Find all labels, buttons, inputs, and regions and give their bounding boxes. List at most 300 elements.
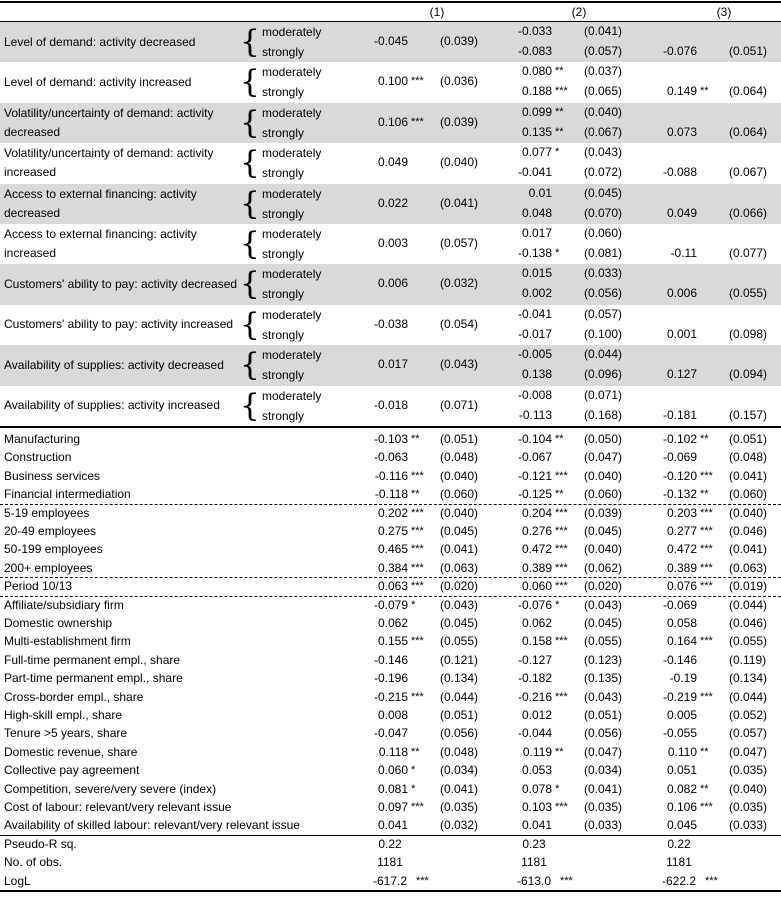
standard-error: (0.043) xyxy=(584,689,623,704)
table-row xyxy=(0,577,781,596)
coefficient: -0.076 xyxy=(517,597,552,612)
significance-stars: ** xyxy=(700,85,709,98)
standard-error: (0.055) xyxy=(584,634,623,649)
significance-stars xyxy=(555,22,585,41)
standard-error: (0.035) xyxy=(440,800,479,814)
significance-stars: ** xyxy=(555,433,564,445)
coefficient: -0.045 xyxy=(373,34,408,48)
significance-stars: *** xyxy=(411,561,424,574)
level-label: strongly xyxy=(262,206,305,221)
coefficient: 0.01 xyxy=(528,185,552,200)
coefficient: 0.472 xyxy=(521,542,552,557)
stat-label: No. of obs. xyxy=(4,855,63,870)
significance-stars xyxy=(555,448,585,466)
coefficient: 0.138 xyxy=(521,367,552,382)
standard-error: (0.043) xyxy=(584,145,623,160)
standard-error: (0.045) xyxy=(584,616,623,630)
coefficient: 0.041 xyxy=(377,818,408,833)
significance-stars: * xyxy=(411,764,416,777)
coefficient: -0.118 xyxy=(374,487,408,502)
significance-stars xyxy=(700,816,730,834)
coefficient: 0.045 xyxy=(666,818,697,833)
row-label: Cross-border empl., share xyxy=(4,689,144,704)
table-row xyxy=(0,706,781,724)
coefficient: 0.063 xyxy=(377,579,408,594)
row-label: Competition, severe/very severe (index) xyxy=(4,781,217,796)
table-row xyxy=(0,559,781,578)
significance-stars: *** xyxy=(700,635,713,648)
standard-error: (0.041) xyxy=(440,781,479,796)
standard-error: (0.041) xyxy=(729,468,768,483)
standard-error: (0.048) xyxy=(440,450,479,465)
coefficient: 0.051 xyxy=(666,763,697,778)
level-label: moderately xyxy=(262,146,322,161)
coefficient: 0.106 xyxy=(377,114,408,129)
coefficient: 0.099 xyxy=(521,104,552,119)
standard-error: (0.051) xyxy=(584,708,623,722)
significance-stars xyxy=(411,234,441,253)
coefficient: -0.138 xyxy=(517,246,552,260)
standard-error: (0.067) xyxy=(729,165,768,180)
coefficient: -0.033 xyxy=(517,24,552,38)
coefficient: -0.047 xyxy=(373,726,408,741)
coefficient: 0.155 xyxy=(377,634,408,649)
standard-error: (0.040) xyxy=(729,781,768,796)
coefficient: 0.384 xyxy=(377,560,408,575)
level-label: strongly xyxy=(262,408,305,423)
standard-error: (0.040) xyxy=(440,505,479,520)
standard-error: (0.045) xyxy=(440,524,479,538)
significance-stars xyxy=(555,163,585,182)
row-label: High-skill empl., share xyxy=(4,708,123,722)
coefficient: 0.082 xyxy=(666,781,697,796)
coefficient: -0.079 xyxy=(373,597,408,612)
coefficient: 0.103 xyxy=(521,800,552,814)
coefficient: 0.048 xyxy=(521,205,552,220)
standard-error: (0.048) xyxy=(440,744,479,759)
coefficient: 0.203 xyxy=(666,505,697,520)
coefficient: 0.135 xyxy=(521,124,552,139)
table-row xyxy=(0,761,781,779)
significance-stars xyxy=(555,264,585,283)
coefficient: -0.017 xyxy=(517,326,552,341)
coefficient: -0.146 xyxy=(662,652,697,667)
coefficient: -0.181 xyxy=(662,407,697,422)
standard-error: (0.044) xyxy=(440,689,479,704)
coefficient: 0.389 xyxy=(666,560,697,575)
standard-error: (0.060) xyxy=(584,226,623,240)
significance-stars xyxy=(411,614,441,632)
level-label: moderately xyxy=(262,65,322,80)
coefficient: 0.017 xyxy=(377,357,408,372)
variable-group xyxy=(0,386,781,428)
table-row xyxy=(0,614,781,632)
coefficient: 0.073 xyxy=(666,124,697,139)
table-row xyxy=(0,688,781,706)
group-label: Volatility/uncertainty of demand: activity decreased xyxy=(4,105,214,139)
coefficient: 0.077 xyxy=(521,145,552,160)
significance-stars xyxy=(411,706,441,724)
standard-error: (0.040) xyxy=(584,104,623,119)
significance-stars xyxy=(555,305,585,324)
significance-stars xyxy=(411,724,441,742)
standard-error: (0.060) xyxy=(584,487,623,502)
significance-stars: * xyxy=(555,247,560,259)
coefficient: -0.19 xyxy=(669,671,697,686)
table-row xyxy=(0,504,781,522)
brace-icon: { xyxy=(240,347,260,384)
row-label: Cost of labour: relevant/very relevant issue xyxy=(4,800,232,814)
significance-stars xyxy=(555,42,585,61)
table-row xyxy=(0,430,781,448)
standard-error: (0.072) xyxy=(584,165,623,180)
standard-error: (0.048) xyxy=(729,450,768,465)
significance-stars: *** xyxy=(700,561,713,574)
significance-stars: * xyxy=(555,782,560,795)
standard-error: (0.043) xyxy=(440,597,479,612)
stat-value: 0.23 xyxy=(522,836,546,851)
level-label: strongly xyxy=(262,85,305,100)
significance-stars: *** xyxy=(555,635,568,648)
significance-stars xyxy=(555,614,585,632)
level-label: strongly xyxy=(262,247,305,261)
group-label: Availability of supplies: activity decreased xyxy=(4,357,224,372)
standard-error: (0.077) xyxy=(729,246,768,260)
coefficient: 0.119 xyxy=(522,744,552,759)
standard-error: (0.040) xyxy=(440,468,479,483)
standard-error: (0.054) xyxy=(440,316,479,331)
standard-error: (0.064) xyxy=(729,124,768,139)
coefficient: -0.182 xyxy=(517,671,552,686)
coefficient: 0.100 xyxy=(377,74,408,89)
coefficient: 0.204 xyxy=(521,505,552,520)
significance-stars xyxy=(700,706,730,724)
coefficient: 0.002 xyxy=(521,286,552,301)
level-label: strongly xyxy=(262,166,305,181)
standard-error: (0.062) xyxy=(584,560,623,575)
brace-icon: { xyxy=(240,266,260,303)
significance-stars xyxy=(555,669,585,687)
standard-error: (0.020) xyxy=(440,579,479,594)
standard-error: (0.050) xyxy=(584,432,623,446)
coefficient: 0.053 xyxy=(521,763,552,778)
coefficient: -0.216 xyxy=(517,689,552,704)
significance-stars: *** xyxy=(560,874,573,887)
significance-stars: *** xyxy=(411,543,424,556)
standard-error: (0.055) xyxy=(729,634,768,649)
stat-value: -613.0 xyxy=(516,873,552,888)
group-label: Access to external financing: activity increased xyxy=(4,227,197,260)
level-label: moderately xyxy=(262,25,322,39)
table-row xyxy=(0,743,781,761)
standard-error: (0.043) xyxy=(440,357,479,372)
row-label: Multi-establishment firm xyxy=(4,634,131,649)
significance-stars xyxy=(555,224,585,243)
significance-stars: *** xyxy=(555,85,568,98)
coefficient: 0.081 xyxy=(377,781,408,796)
standard-error: (0.034) xyxy=(584,763,623,778)
significance-stars: *** xyxy=(411,525,424,537)
standard-error: (0.045) xyxy=(584,524,623,538)
coefficient: 0.472 xyxy=(666,542,697,557)
standard-error: (0.067) xyxy=(584,124,623,139)
coefficient: 0.106 xyxy=(666,800,697,814)
significance-stars: *** xyxy=(411,690,424,703)
stat-row xyxy=(0,835,781,853)
coefficient: -0.121 xyxy=(517,468,552,483)
coefficient: -0.018 xyxy=(373,397,408,412)
coefficient: 0.062 xyxy=(521,616,552,630)
significance-stars xyxy=(555,204,585,223)
level-label: strongly xyxy=(262,327,305,342)
table-row xyxy=(0,780,781,798)
significance-stars xyxy=(700,365,730,384)
coefficient: 0.076 xyxy=(666,579,697,594)
coefficient: 0.127 xyxy=(666,367,697,382)
standard-error: (0.094) xyxy=(729,367,768,382)
standard-error: (0.040) xyxy=(440,155,479,170)
significance-stars xyxy=(555,345,585,364)
coefficient: -0.219 xyxy=(662,689,697,704)
standard-error: (0.039) xyxy=(440,34,479,48)
column-header-3: (3) xyxy=(716,5,732,19)
standard-error: (0.036) xyxy=(440,74,479,89)
standard-error: (0.047) xyxy=(729,744,768,759)
row-label: 5-19 employees xyxy=(4,505,90,520)
coefficient: 0.008 xyxy=(377,708,408,722)
significance-stars xyxy=(555,365,585,384)
significance-stars: *** xyxy=(555,801,568,813)
significance-stars xyxy=(700,406,730,425)
standard-error: (0.056) xyxy=(584,286,623,301)
standard-error: (0.047) xyxy=(584,744,623,759)
coefficient: 0.188 xyxy=(521,84,552,99)
coefficient: 0.275 xyxy=(377,524,408,538)
stat-row xyxy=(0,853,781,871)
coefficient: -0.116 xyxy=(374,468,408,483)
significance-stars: *** xyxy=(411,506,424,519)
significance-stars: *** xyxy=(411,469,424,482)
group-label: Level of demand: activity increased xyxy=(4,74,192,89)
table-row xyxy=(0,724,781,742)
variable-group xyxy=(0,345,781,385)
row-label: Collective pay agreement xyxy=(4,763,140,778)
significance-stars xyxy=(555,761,585,779)
table-row xyxy=(0,632,781,650)
standard-error: (0.032) xyxy=(440,818,479,833)
significance-stars xyxy=(555,284,585,303)
standard-error: (0.098) xyxy=(729,326,768,341)
standard-error: (0.019) xyxy=(729,579,768,594)
significance-stars: *** xyxy=(700,543,713,556)
significance-stars xyxy=(411,194,441,213)
significance-stars: *** xyxy=(555,580,568,593)
significance-stars: ** xyxy=(555,745,564,758)
significance-stars: ** xyxy=(555,125,564,138)
significance-stars xyxy=(411,355,441,374)
coefficient: 0.110 xyxy=(667,744,697,759)
row-label: Domestic revenue, share xyxy=(4,744,138,759)
coefficient: -0.125 xyxy=(517,487,552,502)
row-label: Construction xyxy=(4,450,72,465)
standard-error: (0.071) xyxy=(440,397,479,412)
significance-stars: *** xyxy=(700,690,713,703)
level-label: moderately xyxy=(262,267,322,282)
variable-group xyxy=(0,62,781,103)
significance-stars xyxy=(560,835,590,853)
significance-stars xyxy=(700,244,730,263)
coefficient: 0.097 xyxy=(377,800,408,814)
group-label: Availability of supplies: activity increased xyxy=(4,398,220,413)
row-label: Part-time permanent empl., share xyxy=(4,671,183,686)
coefficient: -0.146 xyxy=(373,652,408,667)
standard-error: (0.157) xyxy=(729,407,768,422)
significance-stars xyxy=(555,386,585,405)
standard-error: (0.034) xyxy=(440,763,479,778)
table-row xyxy=(0,522,781,540)
significance-stars xyxy=(416,835,446,853)
brace-icon: { xyxy=(240,64,260,101)
standard-error: (0.044) xyxy=(729,597,768,612)
row-label: Period 10/13 xyxy=(4,579,73,594)
table-row xyxy=(0,651,781,669)
significance-stars xyxy=(700,123,730,142)
significance-stars: *** xyxy=(555,543,568,556)
standard-error: (0.040) xyxy=(729,505,768,520)
column-header-1: (1) xyxy=(429,5,445,19)
coefficient: 0.080 xyxy=(521,64,552,79)
standard-error: (0.051) xyxy=(440,432,479,446)
significance-stars xyxy=(560,853,590,871)
coefficient: 0.017 xyxy=(521,226,552,240)
stat-row xyxy=(0,872,781,892)
coefficient: 0.465 xyxy=(377,542,408,557)
significance-stars: *** xyxy=(555,525,568,537)
level-label: strongly xyxy=(262,125,305,140)
coefficient: 0.078 xyxy=(521,781,552,796)
standard-error: (0.040) xyxy=(584,542,623,557)
header-row xyxy=(0,3,781,21)
stat-value: 0.22 xyxy=(378,836,402,851)
significance-stars xyxy=(416,853,446,871)
standard-error: (0.096) xyxy=(584,367,623,382)
standard-error: (0.044) xyxy=(729,689,768,704)
standard-error: (0.020) xyxy=(584,579,623,594)
row-label: 20-49 employees xyxy=(4,524,97,538)
significance-stars: *** xyxy=(705,874,718,887)
significance-stars xyxy=(411,816,441,834)
level-label: moderately xyxy=(262,307,322,322)
standard-error: (0.035) xyxy=(729,800,768,814)
standard-error: (0.070) xyxy=(584,205,623,220)
stat-value: 0.22 xyxy=(667,836,691,851)
significance-stars xyxy=(555,406,585,425)
coefficient: -0.120 xyxy=(662,468,697,483)
coefficient: 0.277 xyxy=(666,524,697,538)
coefficient: -0.088 xyxy=(662,165,697,180)
coefficient: 0.049 xyxy=(666,205,697,220)
significance-stars: *** xyxy=(555,690,568,703)
row-label: Affiliate/subsidiary firm xyxy=(4,597,124,612)
table-row xyxy=(0,467,781,485)
table-row xyxy=(0,596,781,614)
standard-error: (0.063) xyxy=(729,560,768,575)
significance-stars xyxy=(555,816,585,834)
group-label: Volatility/uncertainty of demand: activity increased xyxy=(4,146,214,180)
standard-error: (0.051) xyxy=(729,432,768,446)
standard-error: (0.123) xyxy=(584,652,623,667)
table-row xyxy=(0,485,781,504)
coefficient: -0.069 xyxy=(662,450,697,465)
brace-icon: { xyxy=(240,104,260,141)
row-label: Tenure >5 years, share xyxy=(4,726,128,741)
significance-stars: *** xyxy=(555,561,568,574)
standard-error: (0.056) xyxy=(584,726,623,741)
significance-stars xyxy=(555,651,585,669)
coefficient: 0.149 xyxy=(666,84,697,99)
significance-stars: ** xyxy=(411,433,420,445)
standard-error: (0.045) xyxy=(440,616,479,630)
coefficient: 0.006 xyxy=(377,276,408,291)
significance-stars xyxy=(700,761,730,779)
row-label: Financial intermediation xyxy=(4,487,131,502)
standard-error: (0.035) xyxy=(584,800,623,814)
standard-error: (0.168) xyxy=(584,407,623,422)
coefficient: 0.158 xyxy=(521,634,552,649)
coefficient: -0.103 xyxy=(373,432,408,446)
standard-error: (0.033) xyxy=(584,266,623,281)
coefficient: 0.060 xyxy=(377,763,408,778)
significance-stars: *** xyxy=(555,469,568,482)
standard-error: (0.033) xyxy=(729,818,768,833)
significance-stars: ** xyxy=(555,65,564,78)
significance-stars: *** xyxy=(700,506,713,519)
coefficient: 0.202 xyxy=(377,505,408,520)
coefficient: 0.015 xyxy=(521,266,552,281)
row-label: Manufacturing xyxy=(4,432,81,446)
significance-stars xyxy=(555,706,585,724)
coefficient: 0.049 xyxy=(377,155,408,170)
level-label: strongly xyxy=(262,287,305,302)
standard-error: (0.039) xyxy=(440,114,479,129)
brace-icon: { xyxy=(240,226,260,262)
standard-error: (0.046) xyxy=(729,524,768,538)
significance-stars: ** xyxy=(411,745,420,758)
significance-stars xyxy=(700,651,730,669)
significance-stars xyxy=(411,274,441,293)
group-label: Access to external financing: activity decreased xyxy=(4,186,197,220)
significance-stars: *** xyxy=(411,75,424,88)
coefficient: 0.060 xyxy=(521,579,552,594)
standard-error: (0.100) xyxy=(584,326,623,341)
coefficient: -0.008 xyxy=(517,387,552,402)
standard-error: (0.057) xyxy=(584,306,623,321)
significance-stars xyxy=(705,853,735,871)
standard-error: (0.065) xyxy=(584,84,623,99)
standard-error: (0.060) xyxy=(729,487,768,502)
standard-error: (0.033) xyxy=(584,818,623,833)
significance-stars xyxy=(700,596,730,614)
standard-error: (0.041) xyxy=(440,195,479,210)
significance-stars: *** xyxy=(700,580,713,593)
standard-error: (0.052) xyxy=(729,708,768,722)
standard-error: (0.045) xyxy=(584,185,623,200)
standard-error: (0.081) xyxy=(584,246,623,260)
standard-error: (0.134) xyxy=(440,671,479,686)
variable-group xyxy=(0,103,781,143)
significance-stars: ** xyxy=(555,105,564,118)
standard-error: (0.119) xyxy=(729,652,767,667)
